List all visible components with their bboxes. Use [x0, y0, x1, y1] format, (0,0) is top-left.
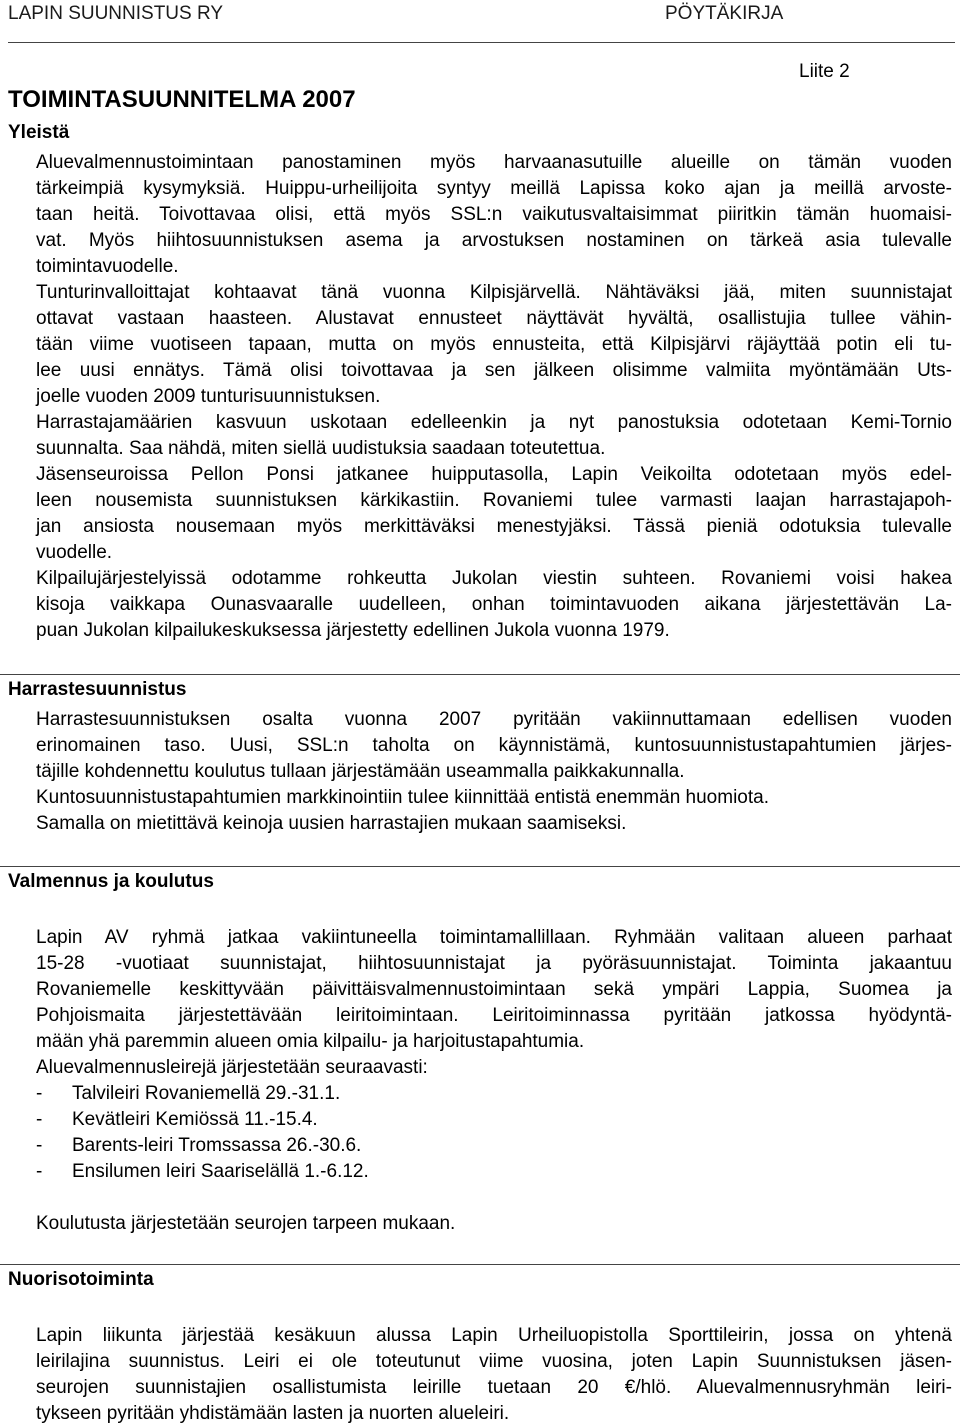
text-line: Aluevalmennustoimintaan panostaminen myös harvaanasutuille alueille on tämän vuoden: [36, 152, 952, 173]
section-body-coaching: [36, 925, 952, 1185]
text-line: taan heitä. Toivottavaa olisi, että myös SSL:n vaikutusvaltaisimmat piiritkin tämän huomaisi-: [36, 204, 952, 225]
list-bullet: -: [36, 1135, 43, 1156]
text-line: Aluevalmennusleirejä järjestetään seuraavasti:: [36, 1057, 428, 1078]
text-line: Jäsenseuroissa Pellon Ponsi jatkanee huipputasolla, Lapin Veikoilta odotetaan myös edel-: [36, 464, 952, 485]
section-heading-general: Yleistä: [8, 122, 70, 143]
text-line: puan Jukolan kilpailukeskuksessa järjestetty edellinen Jukola vuonna 1979.: [36, 620, 670, 641]
list-item: [36, 1107, 952, 1133]
list-bullet: -: [36, 1083, 43, 1104]
text-line: Kilpailujärjestelyissä odotamme rohkeutta Jukolan viestin suhteen. Rovaniemi voisi hakea: [36, 568, 952, 589]
text-line: Harrastesuunnistuksen osalta vuonna 2007 pyritään vakiinnuttamaan edellisen vuoden: [36, 709, 952, 730]
text-line: suunnalta. Saa nähdä, miten siellä uudistuksia saadaan toteutettua.: [36, 438, 606, 459]
section-divider: [0, 1264, 960, 1265]
text-line: joelle vuoden 2009 tunturisuunnistuksen.: [36, 386, 381, 407]
text-line: Lapin AV ryhmä jatkaa vakiintuneella toimintamallillaan. Ryhmään valitaan alueen parhaat: [36, 927, 952, 948]
text-line: täjille kohdennettu koulutus tullaan järjestämään useammalla paikkakunnalla.: [36, 761, 685, 782]
text-line: lee uusi ennätys. Tämä olisi toivottavaa ja sen jälkeen olisimme valmiita myöntämään Uts-: [36, 360, 952, 381]
text-line: vuodelle.: [36, 542, 113, 563]
section-body-recreational: [36, 707, 952, 837]
section-body-general: [36, 150, 952, 644]
text-line: kisoja vaikkapa Ounasvaaralle uudelleen, onhan toimintavuoden aikana järjestettävän La-: [36, 594, 952, 615]
text-line: Rovaniemelle keskittyvään päivittäisvalmennustoimintaan sekä ympäri Lappia, Suomea ja: [36, 979, 952, 1000]
text-line: Tunturinvalloittajat kohtaavat tänä vuonna Kilpisjärvellä. Nähtäväksi jää, miten suunnistajat: [36, 282, 952, 303]
text-line: mään yhä paremmin alueen omia kilpailu- ja harjoitustapahtumia.: [36, 1031, 585, 1052]
list-item-text: Ensilumen leiri Saariselällä 1.-6.12.: [72, 1161, 369, 1182]
section-body-youth: [36, 1323, 952, 1427]
header-divider: [8, 42, 955, 43]
text-line: tärkeimpiä kysymyksiä. Huippu-urheilijoita syntyy meillä Lapissa koko ajan ja meillä arvoste-: [36, 178, 952, 199]
text-line: jan ansiosta nousemaan myös merkittäväksi menestyjäksi. Tässä pieniä odotuksia tulevalle: [36, 516, 952, 537]
list-bullet: -: [36, 1161, 43, 1182]
section-divider: [0, 866, 960, 867]
text-line: Pohjoismaita järjestettävään leiritoimintaan. Leiritoiminnassa pyritään jatkossa hyödyntä-: [36, 1005, 952, 1026]
text-line: Kuntosuunnistustapahtumien markkinointiin tulee kiinnittää entistä enemmän huomiota.: [36, 787, 769, 808]
text-line: vat. Myös hiihtosuunnistuksen asema ja arvostuksen nostaminen on tärkeä asia tulevalle: [36, 230, 952, 251]
section-divider: [0, 674, 960, 675]
text-line: tään viime vuotiseen tapaan, mutta on myös ennusteita, että Kilpisjärvi räjäyttää potin eli tu-: [36, 334, 952, 355]
list-item-text: Talvileiri Rovaniemellä 29.-31.1.: [72, 1083, 341, 1104]
list-item: [36, 1133, 952, 1159]
header-document-type: PÖYTÄKIRJA: [665, 3, 784, 24]
text-line: Koulutusta järjestetään seurojen tarpeen mukaan.: [36, 1213, 456, 1234]
text-line: ottavat vastaan haasteen. Alustavat ennusteet näyttävät hyvältä, osallistujia tullee vähin-: [36, 308, 952, 329]
text-line: leirilajina suunnistus. Leiri ei ole toteutunut viime vuosina, joten Lapin Suunnistuksen jäsen-: [36, 1351, 952, 1372]
list-bullet: -: [36, 1109, 43, 1130]
list-item-text: Barents-leiri Tromssassa 26.-30.6.: [72, 1135, 362, 1156]
text-line: erinomainen taso. Uusi, SSL:n taholta on käynnistämä, kuntosuunnistustapahtumien järjes-: [36, 735, 952, 756]
section-closing-coaching: [36, 1211, 952, 1237]
text-line: Harrastajamäärien kasvuun uskotaan edelleenkin ja nyt panostuksia odotetaan Kemi-Tornio: [36, 412, 952, 433]
list-item: [36, 1081, 952, 1107]
list-item-text: Kevätleiri Kemiössä 11.-15.4.: [72, 1109, 318, 1130]
text-line: seurojen suunnistajien osallistumista leirille tuetaan 20 €/hlö. Aluevalmennusryhmän leiri-: [36, 1377, 952, 1398]
text-line: 15-28 -vuotiaat suunnistajat, hiihtosuunnistajat ja pyöräsuunnistajat. Toiminta jakaantuu: [36, 953, 952, 974]
list-item: [36, 1159, 952, 1185]
section-heading-coaching: Valmennus ja koulutus: [8, 871, 214, 892]
text-line: leen nousemista suunnistuksen kärkikastiin. Rovaniemi tulee varmasti laajan harrastajapoh-: [36, 490, 952, 511]
text-line: tykseen pyritään yhdistämään lasten ja nuorten alueleiri.: [36, 1403, 510, 1424]
text-line: toimintavuodelle.: [36, 256, 179, 277]
text-line: Lapin liikunta järjestää kesäkuun alussa Lapin Urheiluopistolla Sporttileirin, jossa on yhtenä: [36, 1325, 952, 1346]
page-title: TOIMINTASUUNNITELMA 2007: [8, 86, 356, 113]
header-organization: LAPIN SUUNNISTUS RY: [8, 3, 224, 24]
camp-list: [36, 1081, 952, 1185]
attachment-label: Liite 2: [799, 61, 850, 82]
text-line: Samalla on mietittävä keinoja uusien harrastajien mukaan saamiseksi.: [36, 813, 627, 834]
section-heading-recreational: Harrastesuunnistus: [8, 679, 187, 700]
section-heading-youth: Nuorisotoiminta: [8, 1269, 154, 1290]
